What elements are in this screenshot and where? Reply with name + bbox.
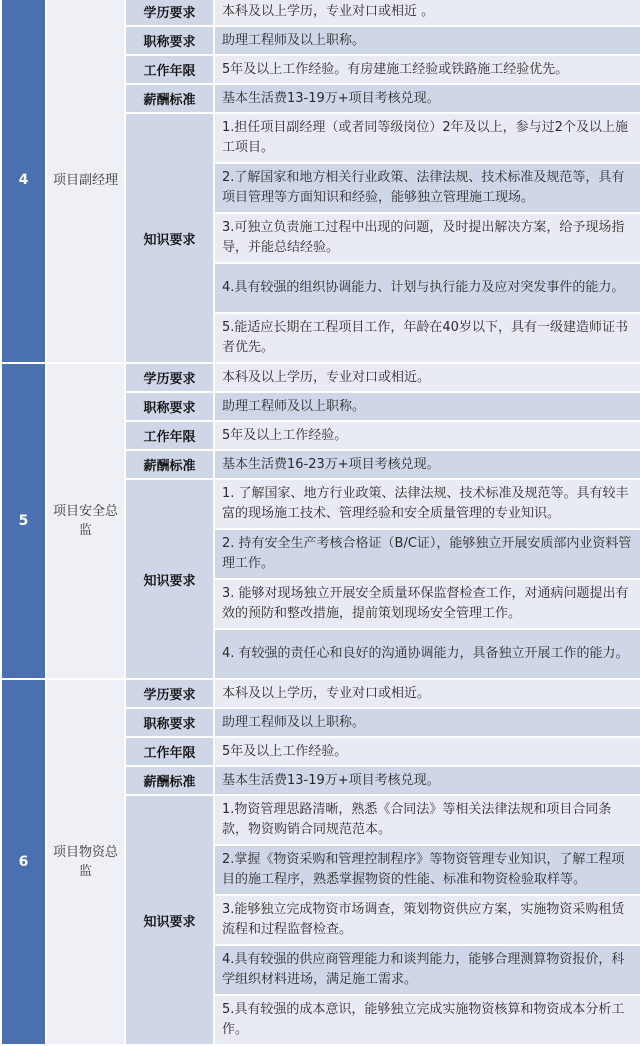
row-value: 基本生活费13-19万+项目考核兑现。 (214, 766, 641, 795)
position-title: 项目副经理 (46, 0, 125, 363)
row-label: 薪酬标准 (125, 450, 214, 479)
row-value: 5年及以上工作经验。 (214, 421, 641, 450)
knowledge-item: 1.担任项目副经理（或者同等级岗位）2年及以上，参与过2个及以上施工项目。 (214, 113, 641, 163)
position-title: 项目物资总监 (46, 679, 125, 1045)
row-label: 职称要求 (125, 392, 214, 421)
position-number: 5 (1, 363, 46, 679)
row-label: 工作年限 (125, 55, 214, 84)
row-label: 职称要求 (125, 708, 214, 737)
row-label: 薪酬标准 (125, 766, 214, 795)
knowledge-item: 1. 了解国家、地方行业政策、法律法规、技术标准及规范等。具有较丰富的现场施工技术、管理经验和安全质量管理的专业知识。 (214, 479, 641, 529)
row-value: 5年及以上工作经验。 (214, 737, 641, 766)
knowledge-label: 知识要求 (125, 795, 214, 1045)
row-label: 工作年限 (125, 421, 214, 450)
knowledge-item: 1.物资管理思路清晰，熟悉《合同法》等相关法律法规和项目合同条款，物资购销合同规范范本。 (214, 795, 641, 845)
position-number: 4 (1, 0, 46, 363)
position-number: 6 (1, 679, 46, 1045)
table-row (1, 0, 641, 26)
knowledge-item: 3.可独立负责施工过程中出现的问题，及时提出解决方案，给予现场指导，并能总结经验。 (214, 213, 641, 263)
row-label: 学历要求 (125, 0, 214, 26)
knowledge-item: 5.能适应长期在工程项目工作，年龄在40岁以下，具有一级建造师证书者优先。 (214, 313, 641, 363)
row-value: 助理工程师及以上职称。 (214, 392, 641, 421)
row-label: 薪酬标准 (125, 84, 214, 113)
knowledge-item: 3. 能够对现场独立开展安全质量环保监督检查工作，对通病问题提出有效的预防和整改措施，提前策划现场安全管理工作。 (214, 579, 641, 629)
knowledge-label: 知识要求 (125, 113, 214, 363)
table-row (1, 679, 641, 708)
row-value: 本科及以上学历，专业对口或相近。 (214, 363, 641, 392)
row-value: 基本生活费16-23万+项目考核兑现。 (214, 450, 641, 479)
knowledge-item: 2.了解国家和地方相关行业政策、法律法规、技术标准及规范等，具有项目管理等方面知识和经验，能够独立管理施工现场。 (214, 163, 641, 213)
row-label: 学历要求 (125, 363, 214, 392)
row-value: 本科及以上学历，专业对口或相近。 (214, 679, 641, 708)
knowledge-item: 2. 持有安全生产考核合格证（B/C证），能够独立开展安质部内业资料管理工作。 (214, 529, 641, 579)
row-value: 助理工程师及以上职称。 (214, 26, 641, 55)
row-label: 职称要求 (125, 26, 214, 55)
row-label: 学历要求 (125, 679, 214, 708)
knowledge-item: 5.具有较强的成本意识，能够独立完成实施物资核算和物资成本分析工作。 (214, 995, 641, 1045)
row-label: 工作年限 (125, 737, 214, 766)
knowledge-item: 4. 有较强的责任心和良好的沟通协调能力，具备独立开展工作的能力。 (214, 629, 641, 679)
position-title: 项目安全总监 (46, 363, 125, 679)
knowledge-item: 2.掌握《物资采购和管理控制程序》等物资管理专业知识，了解工程项目的施工程序，熟悉掌握物资的性能、标准和物资检验取样等。 (214, 845, 641, 895)
knowledge-item: 3.能够独立完成物资市场调查，策划物资供应方案，实施物资采购租赁流程和过程监督检查。 (214, 895, 641, 945)
knowledge-item: 4.具有较强的供应商管理能力和谈判能力，能够合理测算物资报价，科学组织材料进场，满足施工需求。 (214, 945, 641, 995)
row-value: 本科及以上学历，专业对口或相近 。 (214, 0, 641, 26)
knowledge-item: 4.具有较强的组织协调能力、计划与执行能力及应对突发事件的能力。 (214, 263, 641, 313)
row-value: 5年及以上工作经验。有房建施工经验或铁路施工经验优先。 (214, 55, 641, 84)
knowledge-label: 知识要求 (125, 479, 214, 679)
row-value: 助理工程师及以上职称。 (214, 708, 641, 737)
table-row (1, 363, 641, 392)
row-value: 基本生活费13-19万+项目考核兑现。 (214, 84, 641, 113)
